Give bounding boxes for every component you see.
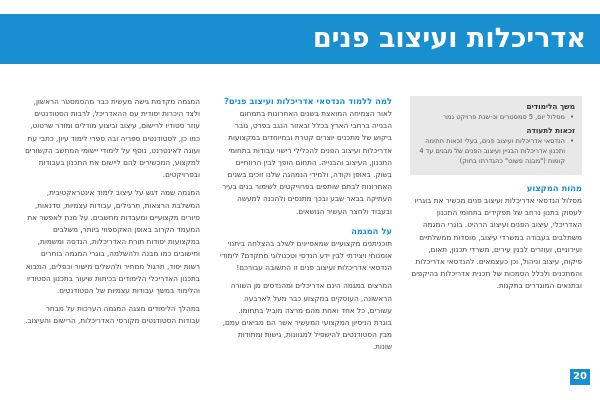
profession-text: מסלול הנדסאי אדריכלות ועיצוב פנים מכשיר את בוגריו לעסוק בתנון נרחב של תפקידים בתחומי התכנון האדריכלי, עיצוב הפנים ועיצוב הרהיט. בוגרי המגמה משתלבים בעבודה במשרדי עיצוב, מוסדות ממשלתיים ועירוניים, ועוזרים לבנין עירים, משרדי תכנון, תאום, פיקוח, עיצוב וניהול, וכן כעצמאים. להנדסאי אדריכלות והמתכנים ולכלל הסמכות של תכנית אדריכלות בהיקפים ובתנאים המוגדרים בתקנות. (411, 196, 582, 291)
teaching-text: המגמה שמה דגש על עיצוב לימוד אינטראקטיבית, המשלבת הרצאות, תרגילים, עבודות עצמיות, סדנאות, סיורים מקצועיים ומעבדות מחשבים. על מנת לאפשר את המעמד הקרוב באופן האקספוזי ביותר, משלבים במקצועות יסודות תורת האדריכלות, הנדסה ומשמות, וחישובים כמו מבנה ולהשלמה, בוגרי המגמה בוחרים רשות יסוד, תרגול ממחיר ולהשלים מישור וכפלים, המבוא בתכנון האדריכלי הלימודים בכיתות שיעור בתכנון הסטודיו והלימוד במשך עבודות עצמיות של הסטודנטים. (25, 188, 200, 296)
page-title: אדריכלות ועיצוב פנים (312, 23, 586, 54)
program-text-1: תוכניתנים מקצועיים שמאפיינים לשלב בהצלחה ביתנוי אומנותי ויצירתי לבין ידע הנדסי וטכנולוגי מתקדם? לימודי הנדסאי אדריכלות ועיצוב פנים זו התשובה עבורכם! (220, 238, 392, 273)
page-number: 20 (570, 369, 590, 385)
program-text-2: המרצים במגמה הינם אדריכלים ומהנדסים מן השורה הראשונה, העוסקים במקצוע כבר מעל לארבעה עשורים, כל אחד ואחת מהם מרצה מוביל בתחומו. בוגרת הניסיון המקצועי המעשיר אשר הם מביאים עמם, מבין הסטודנטים להישפיל למגוונות, גישות ומתודות שונות. (222, 281, 392, 352)
program-heading: על המגמה (351, 225, 392, 236)
column-left (25, 96, 200, 334)
header-bar (0, 14, 600, 64)
exhibition-text: במהלך הלימודים מצגה המגמה הערכות על מבחר עבודות הסטודנטים מקורסי האדריכלות, הרישום והעיצוב. (25, 304, 200, 326)
profession-heading: מהות המקצוע (526, 183, 582, 193)
column-middle (220, 96, 392, 360)
certificate-heading: זכאות לתעודה (526, 126, 575, 135)
duration-list (416, 112, 575, 122)
info-box (410, 96, 582, 175)
certificate-item: • הנדסאי אדריכלות ועיצוב פנים, בעלי זכאות חתימה ותכנון אדריכלות הבניין ועיצוב הפנים של מבנים עד 4 קומות ("מבנה פשוט" כהגדרתו בחוק) (416, 136, 565, 166)
certificate-list (416, 136, 575, 166)
duration-heading: משך הלימודים (526, 102, 575, 111)
approach-text: המגמה מקדמת גישה מעשית כבר מהסמסטר הראשון, ולצד היכרות יסודית עם ההאדריכל, לרבות הסטודנטים עוזר סטודיו לרישום, עיצוב וביצוע מודלים ומודר שרטוט, כמו כן, לסטודנטים ספריה ובה ספרי לימוד עיון, כתבי עת ועוגה לאינטרנט, נוסף על לימודי יישומי המחשב הקשורים למקצוע, המכשירים להם ליישום את התכנון בעבודות ובפרויקטים. (25, 97, 200, 180)
why-study-text: לאור הצמיחה המואצת בשנים האחרונות בתמחום הבנייה ברחבי הארץ בכלל ובאזור הנגב בפרט, גובר ביקוש של מתכנים יוצרים קטרת ובמיוחדים במקצועות אדריכלות ועיצוב הפנים להכלילי רישוי עבודות בתחומי התכנון, העיצוב והבנייה. התחום הופך לבין הרווחיים בשוק. באופן וקודה, ולמידי הנמהגה שלנו זוכים בשנים האחרונות לבתם שותפים בפרוייקטים לשימור בנים בעיר העתיקה בבאר שבע ובכך מתנסים ולהכנה למעשה ובעבוד ולחצר העשיר הנושאים. (222, 109, 392, 216)
why-study-heading: למה ללמוד הנדסאי אדריכלות ועיצוב פנים? (224, 96, 392, 106)
duration-item: • מסלול יום, 5 סמסטרים וכ-שנת פרויקט גמר (416, 112, 565, 122)
column-right (410, 96, 582, 299)
